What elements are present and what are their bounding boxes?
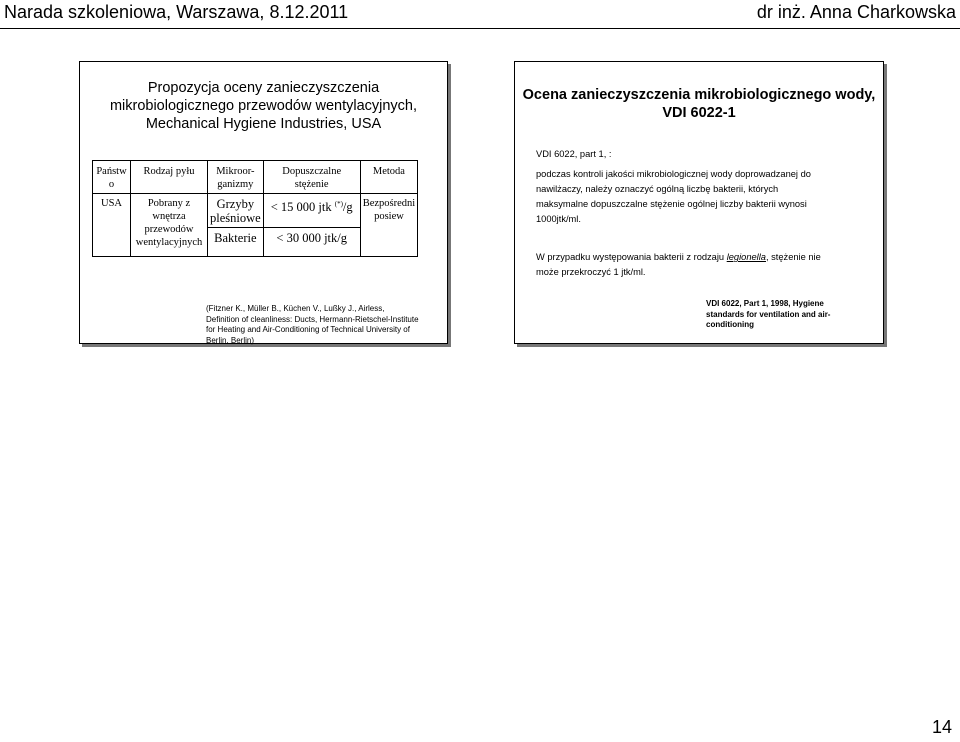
cell-bacteria-limit: < 30 000 jtk/g [263,228,360,257]
cell-bacteria: Bakterie [208,228,264,257]
left-title-line: Propozycja oceny zanieczyszczenia [147,80,380,96]
header-author: dr inż. Anna Charkowska [756,2,956,22]
header-method: Metoda [360,161,418,194]
header-limit: Dopuszczalne stężenie [263,161,360,194]
citation: (Fitzner K., Müller B., Küchen V., Lußky J., Airless, Definition of cleanliness: Ducts, Hermann-Rietschel-Institute for Heating and Air-Conditioning of Technical University of Berlin, Berlin) [206,304,419,345]
cell-dust-type: Pobrany z wnętrza przewodów wentylacyjnych [131,194,208,257]
contamination-table [92,160,418,257]
table-header-row [93,161,418,194]
cell-method: Bezpośredni posiew [360,194,418,257]
left-title-line: Mechanical Hygiene Industries, USA [145,116,382,132]
left-title-line: mikrobiologicznego przewodów wentylacyjnych, [109,98,418,114]
cell-fungi: Grzyby pleśniowe [208,194,264,228]
header-country: Państw o [93,161,131,194]
left-slide-title [80,79,447,133]
header-divider [0,28,960,29]
cell-country: USA [93,194,131,257]
table-row [93,194,418,228]
legionella-term: legionella [726,252,766,262]
header-dust-type: Rodzaj pyłu [131,161,208,194]
vdi-paragraph-2: W przypadku występowania bakterii z rodzaju legionella, stężenie nie może przekroczyć 1 jtk/ml. [536,252,821,277]
right-title-line: VDI 6022-1 [662,105,736,121]
vdi-intro: VDI 6022, part 1, : [536,149,612,159]
standard-reference: VDI 6022, Part 1, 1998, Hygiene standards for ventilation and air- conditioning [706,299,831,329]
header-title: Narada szkoleniowa, Warszawa, 8.12.2011 [4,2,349,22]
cell-fungi-limit: < 15 000 jtk (*)/g [263,194,360,228]
right-slide-title [515,86,883,122]
vdi-paragraph-1: podczas kontroli jakości mikrobiologicznej wody doprowadzanej do nawilżaczy, należy oznaczyć ogólną liczbę bakterii, których maksymalne dopuszczalne stężenie ogólnej liczby bakterii wynosi 1000jtk/ml. [536,169,811,224]
page-number: 14 [931,717,952,737]
header-microorganisms: Mikroor- ganizmy [208,161,264,194]
right-title-line: Ocena zanieczyszczenia mikrobiologicznego wody, [522,87,876,103]
